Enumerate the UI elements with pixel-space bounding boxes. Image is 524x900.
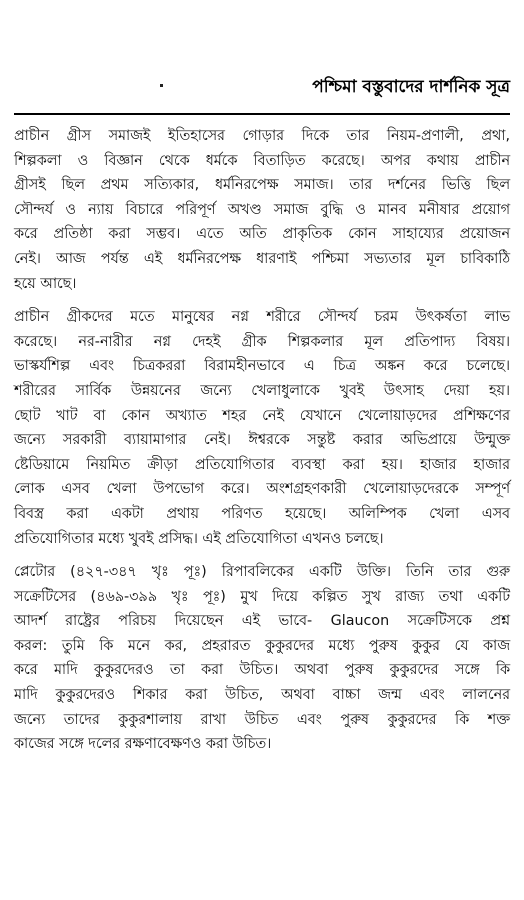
text-line: বিবস্ত্র করা একটা প্রথায় পরিণত হয়েছে। অলিম্পিক খেলা এসব xyxy=(14,505,510,522)
text-line: প্রাচীন গ্রীস সমাজই ইতিহাসের গোড়ার দিকে তার নিয়ম-প্রণালী, প্রথা, xyxy=(14,128,510,144)
text-line: মাদি কুকুরদেরও শিকার করা উচিত, অথবা বাচ্চা জন্ম এবং লালনের xyxy=(14,687,510,704)
text-line: কাজের সঙ্গে দলের রক্ষণাবেক্ষণও করা উচিত। xyxy=(14,736,272,753)
text-line: করে মাদি কুকুরদেরও তা করা উচিত। অথবা পুরুষ কুকুরদের সঙ্গে কি xyxy=(14,662,510,679)
text-line: প্রতিযোগিতার মধ্যে খুবই প্রসিদ্ধ। এই প্রতিযোগিতা এখনও চলছে। xyxy=(14,530,384,547)
text-line: জন্যে তাদের কুকুরশালায় রাখা উচিত এবং পুরুষ কুকুরদের কি শক্ত xyxy=(14,711,510,728)
text-line: করে প্রতিষ্ঠা করা সম্ভব। এতে অতি প্রাকৃতিক কোন সাহায্যের প্রয়োজন xyxy=(14,226,510,243)
text-line: নেই। আজ পর্যন্ত এই ধর্মনিরপেক্ষ ধারণাই পশ্চিমা সভ্যতার মূল চাবিকাঠি xyxy=(14,250,510,267)
text-line: সৌন্দর্য ও ন্যায় বিচারে পরিপূর্ণ অখণ্ড সমাজ বুদ্ধি ও মানব মনীষার প্রয়োগ xyxy=(14,201,510,218)
text-line: ছোট খাট বা কোন অখ্যাত শহর নেই যেখানে খেলোয়াড়দের প্রশিক্ষণের xyxy=(14,407,510,424)
text-line: প্রাচীন গ্রীকদের মতে মানুষের নগ্ন শরীরে সৌন্দর্য চরম উৎকর্ষতা লাভ xyxy=(14,309,510,326)
text-line: জন্যে সরকারী ব্যায়ামাগার নেই। ঈশ্বরকে সন্তুষ্ট করার অভিপ্রায়ে উন্মুক্ত xyxy=(14,432,510,449)
text-line: আদর্শ রাষ্ট্রের পরিচয় দিয়েছেন এই ভাবে- Glaucon সক্রেটিসকে প্রশ্ন xyxy=(14,613,510,630)
print-speck xyxy=(160,84,163,87)
text-line: শিল্পকলা ও বিজ্ঞান থেকে ধর্মকে বিতাড়িত করেছে। অপর কথায় প্রাচীন xyxy=(14,152,510,169)
text-line: সক্রেটিসের (৪৬৯-৩৯৯ খৃঃ পূঃ) মুখ দিয়ে কল্পিত সুখ রাজ্য তথা একটি xyxy=(14,588,510,605)
text-line: করেছে। নর-নারীর নগ্ন দেহই গ্রীক শিল্পকলার মূল প্রতিপাদ্য বিষয়। xyxy=(14,333,510,350)
paragraph-3 xyxy=(14,560,510,757)
paragraph-1 xyxy=(14,124,510,296)
text-line: লোক এসব খেলা উপভোগ করে। অংশগ্রহণকারী খেলোয়াড়দেরকে সম্পূর্ণ xyxy=(14,481,510,498)
text-line: ষ্টেডিয়ামে নিয়মিত ক্রীড়া প্রতিযোগিতার ব্যবস্থা করা হয়। হাজার হাজার xyxy=(14,456,510,473)
text-line: করল: তুমি কি মনে কর, প্রহরারত কুকুরদের মধ্যে পুরুষ কুকুর যে কাজ xyxy=(14,637,510,654)
body-text xyxy=(14,124,510,766)
text-line: গ্রীসই ছিল প্রথম সত্যিকার, ধর্মনিরপেক্ষ সমাজ। তার দর্শনের ভিত্তি ছিল xyxy=(14,177,510,194)
paragraph-2 xyxy=(14,305,510,551)
text-line: প্লেটোর (৪২৭-৩৪৭ খৃঃ পূঃ) রিপাবলিকের একটি উক্তি। তিনি তার গুরু xyxy=(14,564,510,581)
text-line: ভাস্কর্যশিল্প এবং চিত্রকররা বিরামহীনভাবে এ চিত্র অঙ্কন করে চলেছে। xyxy=(14,358,510,375)
title-rule xyxy=(14,113,510,115)
chapter-title: পশ্চিমা বস্তুবাদের দার্শনিক সূত্র xyxy=(312,77,510,97)
text-line: শরীরের সার্বিক উন্নয়নের জন্যে খেলাধুলাকে খুবই উৎসাহ দেয়া হয়। xyxy=(14,382,510,399)
text-line: হয়ে আছে। xyxy=(14,275,77,292)
